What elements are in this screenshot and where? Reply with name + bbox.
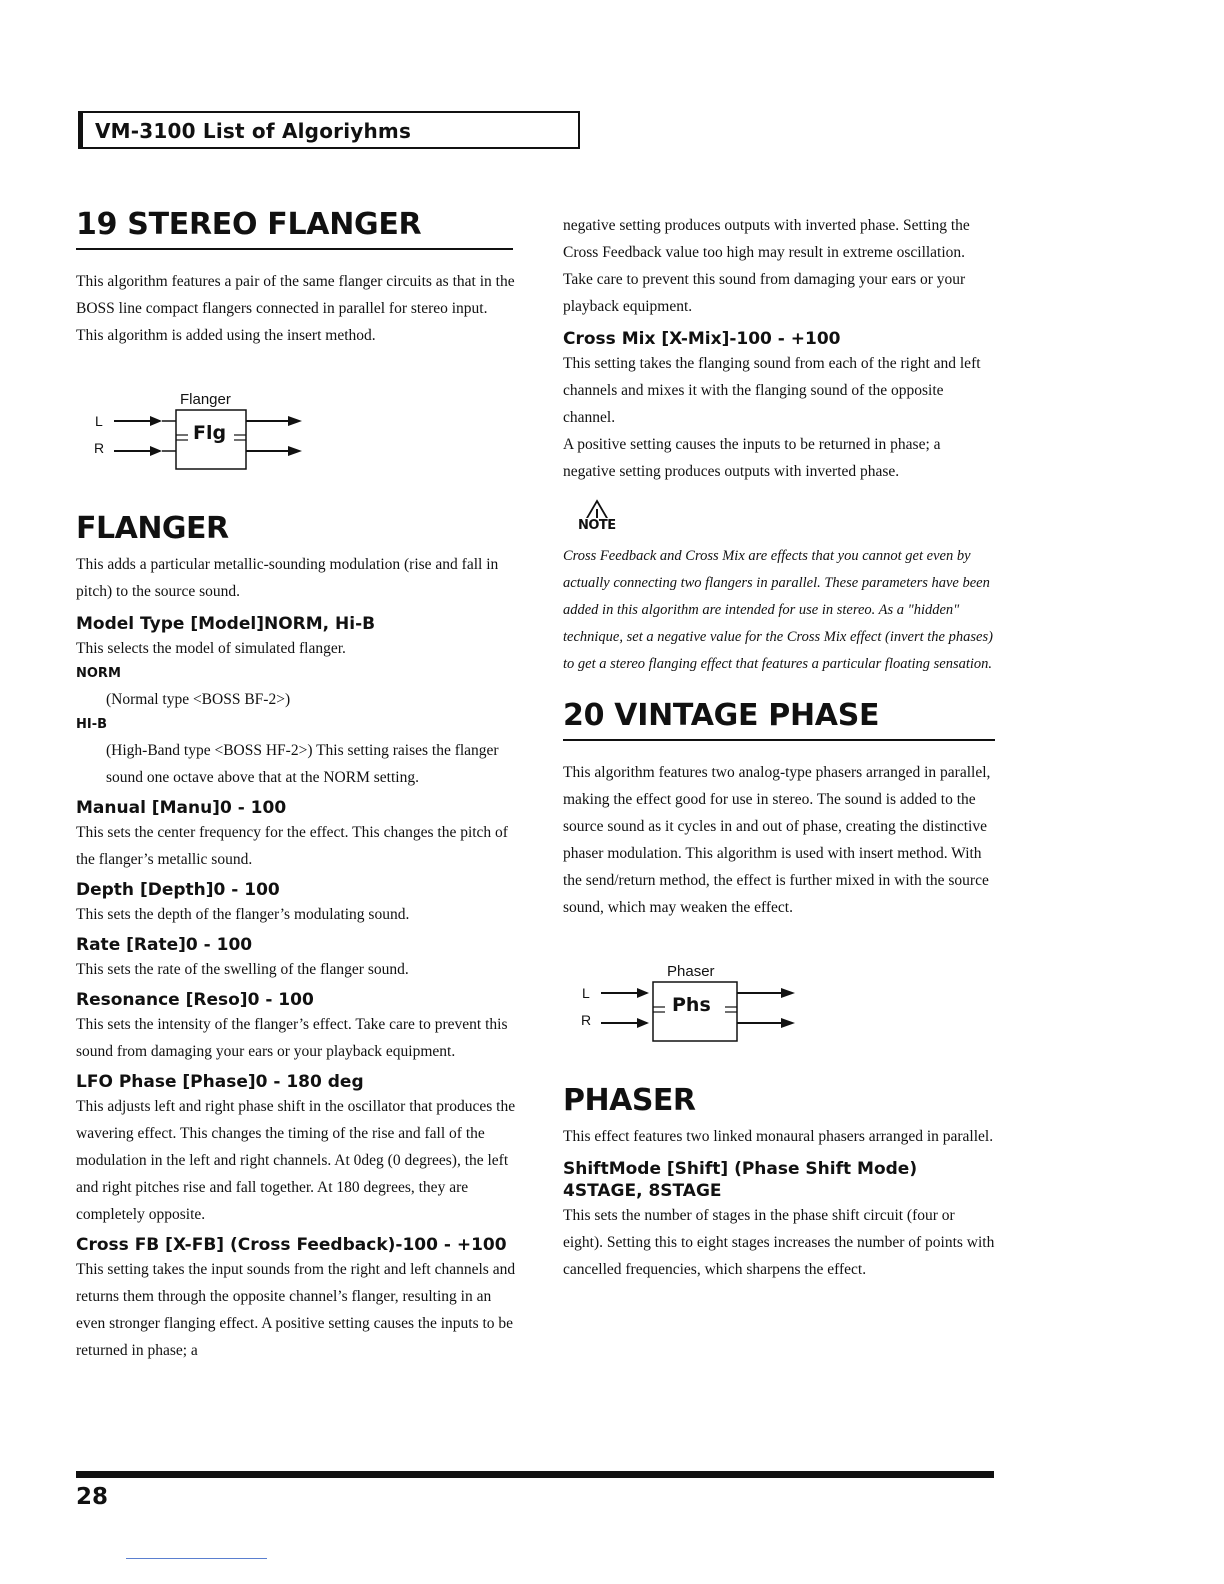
stereo-flanger-intro: This algorithm features a pair of the same flanger circuits as that in the BOSS line compact flangers connected in parallel for stereo input. This algorithm is added using the insert method. — [76, 273, 515, 344]
diagram-channel-l: L — [95, 413, 103, 429]
bottom-rule — [76, 1471, 994, 1478]
diagram-channel-r: R — [581, 1012, 592, 1028]
option-norm-desc: (Normal type <BOSS BF-2>) — [106, 691, 291, 708]
param-manual: Manual [Manu]0 - 100 — [76, 798, 287, 818]
param-shift-mode-values: 4STAGE, 8STAGE — [563, 1181, 722, 1201]
resonance-desc: This sets the intensity of the flanger’s effect. Take care to prevent this sound from damaging your ears or your playback equipment. — [76, 1016, 508, 1060]
shift-mode-desc: This sets the number of stages in the phase shift circuit (four or eight). Setting this to eight stages increases the number of points with cancelled frequencies, which sharpens the effect. — [563, 1207, 995, 1278]
header-title: VM-3100 List of Algoriyhms — [95, 119, 412, 143]
option-hib-label: HI-B — [76, 717, 108, 732]
param-shift-mode: ShiftMode [Shift] (Phase Shift Mode) — [563, 1159, 918, 1179]
diagram-label: Flanger — [180, 391, 231, 408]
right-column — [563, 212, 995, 1283]
option-norm-label: NORM — [76, 666, 121, 681]
manual-desc: This sets the center frequency for the effect. This changes the pitch of the flanger’s metallic sound. — [76, 824, 508, 868]
param-lfo-phase: LFO Phase [Phase]0 - 180 deg — [76, 1072, 364, 1092]
param-cross-fb: Cross FB [X-FB] (Cross Feedback)-100 - +100 — [76, 1235, 507, 1255]
scan-artifact-line — [126, 1558, 267, 1559]
flanger-diagram — [92, 391, 332, 481]
note-label: NOTE — [578, 518, 616, 533]
diagram-channel-l: L — [582, 985, 590, 1001]
diagram-channel-r: R — [94, 440, 105, 456]
param-rate: Rate [Rate]0 - 100 — [76, 935, 253, 955]
header-box — [78, 111, 580, 149]
param-cross-mix: Cross Mix [X-Mix]-100 - +100 — [563, 329, 841, 349]
section-rule — [563, 739, 995, 741]
option-hib-desc: (High-Band type <BOSS HF-2>) This setting raises the flanger sound one octave above that at the NORM setting. — [106, 742, 499, 786]
rate-desc: This sets the rate of the swelling of the flanger sound. — [76, 961, 409, 978]
param-model-type: Model Type [Model]NORM, Hi-B — [76, 614, 376, 634]
diagram-block: Flg — [193, 422, 227, 444]
note-icon — [575, 499, 619, 539]
lfo-phase-desc: This adjusts left and right phase shift in the oscillator that produces the wavering effect. This changes the timing of the rise and fall of the modulation in the left and right channels. At 0deg (0 degrees), the left and right pitches rise and fall together. At 180 degrees, they are completely opposite. — [76, 1098, 516, 1223]
diagram-block: Phs — [672, 994, 711, 1016]
phaser-heading: PHASER — [563, 1083, 696, 1118]
left-column — [76, 205, 516, 1364]
vintage-phase-intro: This algorithm features two analog-type phasers arranged in parallel, making the effect good for use in stereo. The sound is added to the source sound as it cycles in and out of phase, creating the distinctive phaser modulation. This algorithm is used with insert method. With the send/return method, the effect is further mixed in with the source sound, which may weaken the effect. — [563, 764, 991, 916]
phaser-desc: This effect features two linked monaural phasers arranged in parallel. — [563, 1128, 994, 1145]
section-rule — [76, 248, 513, 250]
section-title-vintage-phase: 20 VINTAGE PHASE — [563, 698, 880, 733]
cross-mix-desc-2: A positive setting causes the inputs to be returned in phase; a negative setting produces outputs with inverted phase. — [563, 436, 941, 480]
cross-fb-desc: This setting takes the input sounds from the right and left channels and returns them through the opposite channel’s flanger, resulting in an even stronger flanging effect. A positive setting causes the inputs to be returned in phase; a — [76, 1261, 516, 1359]
depth-desc: This sets the depth of the flanger’s modulating sound. — [76, 906, 410, 923]
section-title-stereo-flanger: 19 STEREO FLANGER — [76, 207, 422, 242]
flanger-desc: This adds a particular metallic-sounding modulation (rise and fall in pitch) to the source sound. — [76, 556, 499, 600]
model-type-desc: This selects the model of simulated flanger. — [76, 640, 346, 657]
param-depth: Depth [Depth]0 - 100 — [76, 880, 280, 900]
cross-fb-continued: negative setting produces outputs with inverted phase. Setting the Cross Feedback value too high may result in extreme oscillation. Take care to prevent this sound from damaging your ears or your playback equipment. — [563, 217, 970, 315]
diagram-label: Phaser — [667, 963, 715, 980]
page-number: 28 — [76, 1484, 109, 1510]
cross-mix-desc: This setting takes the flanging sound from each of the right and left channels and mixes it with the flanging sound of the opposite channel. — [563, 355, 981, 426]
phaser-diagram — [579, 963, 819, 1053]
flanger-heading: FLANGER — [76, 511, 229, 546]
param-resonance: Resonance [Reso]0 - 100 — [76, 990, 314, 1010]
note-text: Cross Feedback and Cross Mix are effects that you cannot get even by actually connecting two flangers in parallel. These parameters have been added in this algorithm are intended for use in stereo. As a "hidden" technique, set a negative value for the Cross Mix effect (invert the phases) to get a stereo flanging effect that features a particular floating sensation. — [563, 548, 993, 672]
